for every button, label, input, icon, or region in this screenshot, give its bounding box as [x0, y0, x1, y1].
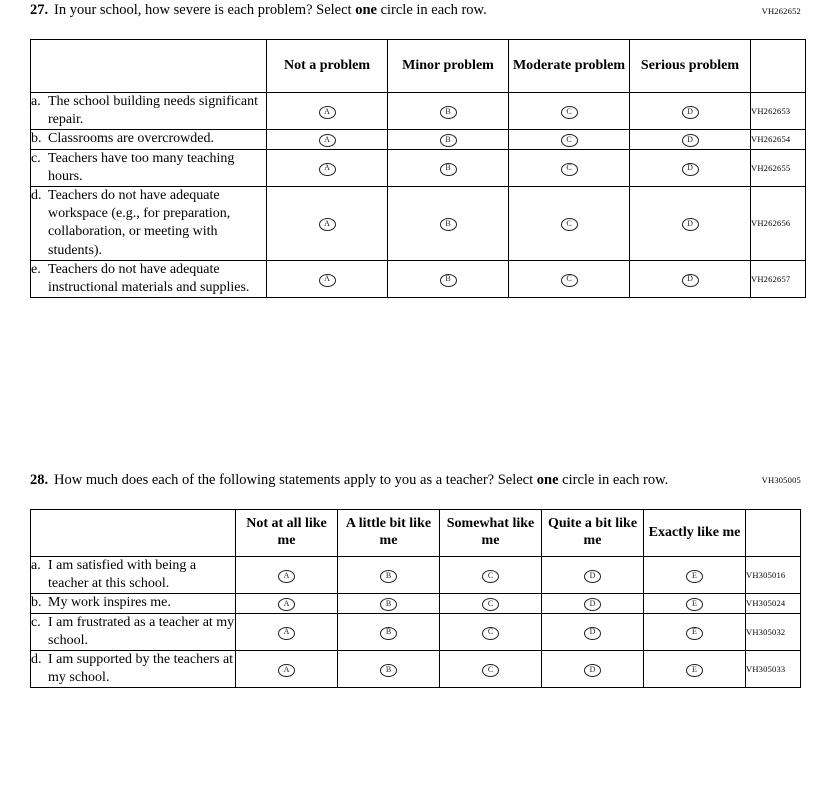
radio-d-not-a-problem[interactable] — [267, 186, 388, 260]
table-header-row — [31, 510, 801, 557]
column-header-somewhat-like-me: Somewhat like me — [440, 510, 542, 557]
question-28-prompt — [0, 470, 819, 491]
radio-d-a-little-bit-like-me[interactable] — [338, 650, 440, 687]
row-text: I am frustrated as a teacher at my school. — [48, 614, 235, 648]
bubble-icon[interactable]: D — [682, 134, 699, 147]
question-27-text — [54, 0, 789, 21]
radio-a-moderate-problem[interactable] — [509, 93, 630, 130]
bubble-icon[interactable]: C — [482, 570, 499, 583]
table-row — [31, 594, 801, 613]
radio-b-moderate-problem[interactable] — [509, 130, 630, 149]
radio-c-minor-problem[interactable] — [388, 149, 509, 186]
row-text: Teachers do not have adequate instructional materials and supplies. — [48, 261, 250, 295]
bubble-icon[interactable]: E — [686, 664, 703, 677]
row-stem-e — [31, 260, 267, 297]
column-header-exactly-like-me: Exactly like me — [644, 510, 746, 557]
radio-a-not-a-problem[interactable] — [267, 93, 388, 130]
bubble-icon[interactable]: B — [440, 106, 457, 119]
question-27-text-before: In your school, how severe is each problem? Select — [54, 2, 356, 18]
bubble-icon[interactable]: C — [482, 664, 499, 677]
bubble-icon[interactable]: E — [686, 570, 703, 583]
column-header-moderate-problem: Moderate problem — [509, 40, 630, 93]
row-stem-a — [31, 93, 267, 130]
bubble-icon[interactable]: D — [584, 664, 601, 677]
bubble-icon[interactable]: D — [682, 106, 699, 119]
bubble-icon[interactable]: B — [440, 134, 457, 147]
radio-a-a-little-bit-like-me[interactable] — [338, 557, 440, 594]
row-var-id: VH262654 — [751, 130, 806, 149]
bubble-icon[interactable]: B — [440, 274, 457, 287]
bubble-icon[interactable]: C — [561, 106, 578, 119]
row-text: I am satisfied with being a teacher at this school. — [48, 558, 197, 592]
column-header-a-little-bit-like-me: A little bit like me — [338, 510, 440, 557]
radio-b-a-little-bit-like-me[interactable] — [338, 594, 440, 613]
row-stem-d — [31, 650, 236, 687]
bubble-icon[interactable]: E — [686, 627, 703, 640]
radio-b-minor-problem[interactable] — [388, 130, 509, 149]
bubble-icon[interactable]: D — [584, 570, 601, 583]
bubble-icon[interactable]: D — [584, 598, 601, 611]
row-letter: a. — [31, 558, 41, 574]
row-text: Classrooms are overcrowded. — [48, 131, 215, 147]
bubble-icon[interactable]: A — [278, 570, 295, 583]
bubble-icon[interactable]: B — [440, 218, 457, 231]
bubble-icon[interactable]: A — [319, 274, 336, 287]
row-letter: b. — [31, 595, 42, 611]
row-text: The school building needs significant repair. — [48, 94, 258, 128]
column-header-blank — [31, 40, 267, 93]
radio-e-moderate-problem[interactable] — [509, 260, 630, 297]
row-letter: b. — [31, 131, 42, 147]
question-28-text — [54, 470, 789, 491]
radio-c-a-little-bit-like-me[interactable] — [338, 613, 440, 650]
table-row — [31, 149, 806, 186]
bubble-icon[interactable]: D — [682, 274, 699, 287]
bubble-icon[interactable]: A — [319, 218, 336, 231]
radio-a-somewhat-like-me[interactable] — [440, 557, 542, 594]
bubble-icon[interactable]: C — [482, 598, 499, 611]
row-text: My work inspires me. — [48, 595, 171, 611]
row-text: I am supported by the teachers at my school. — [48, 651, 234, 686]
radio-c-not-a-problem[interactable] — [267, 149, 388, 186]
table-row — [31, 260, 806, 297]
radio-b-exactly-like-me[interactable] — [644, 594, 746, 613]
radio-d-minor-problem[interactable] — [388, 186, 509, 260]
bubble-icon[interactable]: D — [682, 163, 699, 176]
column-header-not-at-all-like-me: Not at all like me — [236, 510, 338, 557]
row-letter: c. — [31, 614, 41, 630]
radio-b-serious-problem[interactable] — [630, 130, 751, 149]
radio-d-serious-problem[interactable] — [630, 186, 751, 260]
question-28-text-before: How much does each of the following statements apply to you as a teacher? Select — [54, 472, 537, 488]
row-stem-b — [31, 130, 267, 149]
question-27-prompt — [0, 0, 819, 21]
question-28-var-id: VH305005 — [761, 475, 801, 485]
bubble-icon[interactable]: C — [561, 218, 578, 231]
question-27 — [0, 0, 819, 298]
bubble-icon[interactable]: C — [561, 274, 578, 287]
question-28-text-after: circle in each row. — [558, 472, 669, 488]
question-28-text-bold: one — [536, 472, 559, 488]
radio-b-not-at-all-like-me[interactable] — [236, 594, 338, 613]
row-stem-c — [31, 149, 267, 186]
bubble-icon[interactable]: B — [380, 664, 397, 677]
table-row — [31, 650, 801, 687]
bubble-icon[interactable]: C — [482, 627, 499, 640]
bubble-icon[interactable]: B — [380, 598, 397, 611]
row-var-id: VH305024 — [746, 594, 801, 613]
column-header-quite-a-bit-like-me: Quite a bit like me — [542, 510, 644, 557]
radio-d-not-at-all-like-me[interactable] — [236, 650, 338, 687]
question-27-text-bold: one — [355, 2, 377, 18]
row-stem-a — [31, 557, 236, 594]
question-27-text-after: circle in each row. — [376, 2, 487, 18]
bubble-icon[interactable]: D — [584, 627, 601, 640]
row-var-id: VH305032 — [746, 613, 801, 650]
bubble-icon[interactable]: A — [319, 163, 336, 176]
row-letter: d. — [31, 187, 42, 203]
bubble-icon[interactable]: B — [380, 570, 397, 583]
bubble-icon[interactable]: D — [682, 218, 699, 231]
radio-a-minor-problem[interactable] — [388, 93, 509, 130]
bubble-icon[interactable]: C — [561, 134, 578, 147]
radio-a-quite-a-bit-like-me[interactable] — [542, 557, 644, 594]
table-row — [31, 613, 801, 650]
column-header-minor-problem: Minor problem — [388, 40, 509, 93]
radio-d-somewhat-like-me[interactable] — [440, 650, 542, 687]
row-text: Teachers do not have adequate workspace (e.g., for preparation, collaboration, or meeting with students). — [48, 187, 231, 258]
radio-d-exactly-like-me[interactable] — [644, 650, 746, 687]
column-header-var — [751, 40, 806, 93]
radio-c-moderate-problem[interactable] — [509, 149, 630, 186]
bubble-icon[interactable]: A — [278, 664, 295, 677]
row-letter: c. — [31, 150, 41, 166]
table-row — [31, 186, 806, 260]
row-var-id: VH305033 — [746, 650, 801, 687]
table-row — [31, 130, 806, 149]
radio-c-quite-a-bit-like-me[interactable] — [542, 613, 644, 650]
bubble-icon[interactable]: B — [380, 627, 397, 640]
bubble-icon[interactable]: C — [561, 163, 578, 176]
bubble-icon[interactable]: E — [686, 598, 703, 611]
radio-e-not-a-problem[interactable] — [267, 260, 388, 297]
bubble-icon[interactable]: A — [319, 106, 336, 119]
radio-a-exactly-like-me[interactable] — [644, 557, 746, 594]
column-header-serious-problem: Serious problem — [630, 40, 751, 93]
bubble-icon[interactable]: A — [278, 598, 295, 611]
row-stem-c — [31, 613, 236, 650]
row-letter: e. — [31, 261, 41, 277]
question-28-table — [30, 509, 801, 688]
row-text: Teachers have too many teaching hours. — [48, 150, 235, 184]
radio-c-somewhat-like-me[interactable] — [440, 613, 542, 650]
row-stem-d — [31, 186, 267, 260]
row-var-id: VH262656 — [751, 186, 806, 260]
column-header-var — [746, 510, 801, 557]
radio-c-exactly-like-me[interactable] — [644, 613, 746, 650]
question-27-table — [30, 39, 806, 298]
radio-b-quite-a-bit-like-me[interactable] — [542, 594, 644, 613]
bubble-icon[interactable]: A — [278, 627, 295, 640]
question-28-number: 28. — [30, 472, 49, 488]
table-header-row — [31, 40, 806, 93]
question-27-var-id: VH262652 — [761, 6, 801, 16]
radio-d-quite-a-bit-like-me[interactable] — [542, 650, 644, 687]
row-letter: a. — [31, 94, 41, 110]
radio-a-serious-problem[interactable] — [630, 93, 751, 130]
row-var-id: VH262653 — [751, 93, 806, 130]
radio-c-serious-problem[interactable] — [630, 149, 751, 186]
bubble-icon[interactable]: A — [319, 134, 336, 147]
radio-b-somewhat-like-me[interactable] — [440, 594, 542, 613]
question-27-number: 27. — [30, 2, 49, 18]
question-28 — [0, 470, 819, 688]
column-header-not-a-problem: Not a problem — [267, 40, 388, 93]
row-var-id: VH262657 — [751, 260, 806, 297]
row-stem-b — [31, 594, 236, 613]
radio-e-serious-problem[interactable] — [630, 260, 751, 297]
row-var-id: VH305016 — [746, 557, 801, 594]
bubble-icon[interactable]: B — [440, 163, 457, 176]
table-row — [31, 557, 801, 594]
radio-c-not-at-all-like-me[interactable] — [236, 613, 338, 650]
row-var-id: VH262655 — [751, 149, 806, 186]
column-header-blank — [31, 510, 236, 557]
radio-d-moderate-problem[interactable] — [509, 186, 630, 260]
radio-b-not-a-problem[interactable] — [267, 130, 388, 149]
radio-e-minor-problem[interactable] — [388, 260, 509, 297]
row-letter: d. — [31, 651, 42, 667]
table-row — [31, 93, 806, 130]
radio-a-not-at-all-like-me[interactable] — [236, 557, 338, 594]
